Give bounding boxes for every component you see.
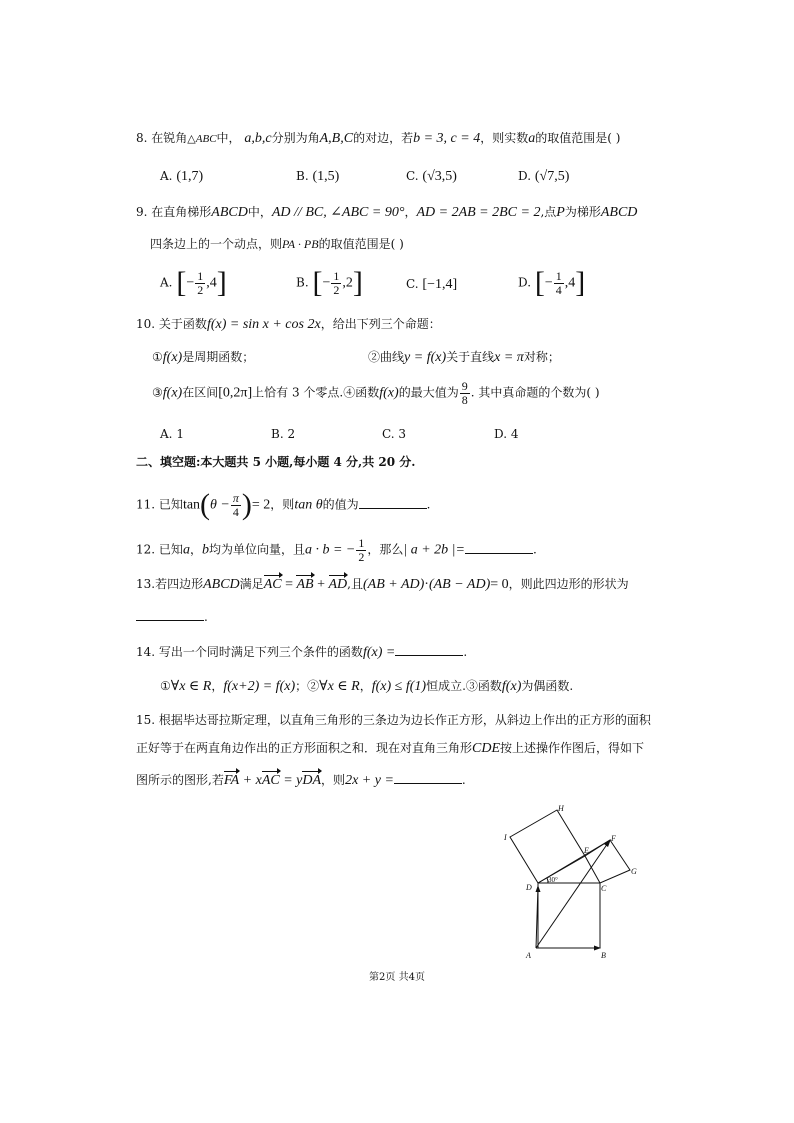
page-footer: 第2页 共4页 xyxy=(369,972,425,983)
label-b: B xyxy=(601,951,606,960)
label-d: D xyxy=(526,883,532,892)
label-c: C xyxy=(601,884,607,893)
q15-stem-line2: 正好等于在两直角边作出的正方形面积之和．现在对直角三角形CDE按上述操作作图后，得如下 xyxy=(136,741,645,756)
q8-stem: 8. 在锐角△ABC中， a,b,c分别为角A,B,C的对边，若b = 3, c = 4，则实数a的取值范围是( ) xyxy=(136,131,621,146)
square-abcd xyxy=(538,883,600,948)
q10-option-d: D. 4 xyxy=(494,427,519,441)
label-angle: 30° xyxy=(548,876,558,884)
label-g: G xyxy=(631,867,637,876)
arrow-d xyxy=(536,885,541,892)
q14-stem: 14. 写出一个同时满足下列三个条件的函数f(x) = . xyxy=(136,645,468,660)
q12-stem: 12. 已知a，b均为单位向量，且a · b = − $\frac{1}{2}$ ，那么| a + 2b |= . xyxy=(136,536,537,564)
q10-option-a: A. 1 xyxy=(160,427,184,441)
q9-option-c: C. [−1,4] xyxy=(406,277,458,292)
q15-stem-line1: 15. 根据毕达哥拉斯定理，以直角三角形的三条边为边长作正方形，从斜边上作出的正方形的面积 xyxy=(136,713,651,727)
q15-answer-blank[interactable] xyxy=(394,771,462,784)
q9-option-d: D. [− $\frac{1}{4}$ ,4] xyxy=(518,266,586,299)
q14-answer-blank[interactable] xyxy=(395,643,463,656)
q10-stem: 10. 关于函数f(x) = sin x + cos 2x，给出下列三个命题： xyxy=(136,317,441,332)
q10-proposition-1: ①f(x)是周期函数； xyxy=(152,350,255,365)
q9-option-b: B. [− $\frac{1}{2}$ ,2] xyxy=(296,266,363,299)
q13-answer-blank[interactable] xyxy=(136,608,204,621)
label-a: A xyxy=(526,951,531,960)
q9-option-a: A. [− $\frac{1}{2}$ ,4] xyxy=(160,266,227,299)
q10-proposition-3-4: ③f(x)在区间[0,2π]上恰有 3 个零点.④函数f(x)的最大值为 $\frac{9}{8}$ . 其中真命题的个数为( ) xyxy=(152,379,600,407)
q15-stem-line3: 图所示的图形,若FA + xAC = yDA，则2x + y = . xyxy=(136,773,466,788)
section-fill-in-heading: 二、填空题:本大题共 5 小题,每小题 4 分,共 20 分. xyxy=(136,455,416,469)
q10-option-b: B. 2 xyxy=(271,427,296,441)
label-i: I xyxy=(504,833,507,842)
q8-option-c: C. (√3,5) xyxy=(406,169,457,184)
q8-option-a: A. (1,7) xyxy=(160,169,204,184)
q9-stem-line2: 四条边上的一个动点，则PA · PB的取值范围是( ) xyxy=(150,237,404,251)
q11-answer-blank[interactable] xyxy=(359,496,427,509)
q10-option-c: C. 3 xyxy=(382,427,407,441)
q10-proposition-2: ②曲线y = f(x)关于直线x = π对称； xyxy=(368,350,560,365)
label-h: H xyxy=(558,804,564,813)
q11-stem: 11. 已知tan(θ − $\frac{\pi}{4}$ )= 2，则tan θ的值为 . xyxy=(136,488,431,521)
q13-stem: 13.若四边形ABCD满足AC = AB + AD,且(AB + AD)·(AB − AD)= 0，则此四边形的形状为 xyxy=(136,577,629,592)
q13-answer-line: . xyxy=(136,608,208,625)
q14-conditions: ①∀x ∈ R，f(x+2) = f(x)；②∀x ∈ R，f(x) ≤ f(1)恒成立.③函数f(x)为偶函数. xyxy=(160,679,574,694)
q8-option-b: B. (1,5) xyxy=(296,169,340,184)
square-di xyxy=(510,810,585,883)
q9-stem-line1: 9. 在直角梯形ABCD中，AD // BC, ∠ABC = 90°，AD = 2AB = 2BC = 2,点P为梯形ABCD xyxy=(136,205,638,220)
label-e: E xyxy=(584,846,589,855)
q12-answer-blank[interactable] xyxy=(465,541,533,554)
label-f: F xyxy=(611,834,616,843)
q8-option-d: D. (√7,5) xyxy=(518,169,570,184)
pythagoras-figure xyxy=(500,800,650,965)
vector-af xyxy=(536,840,610,948)
